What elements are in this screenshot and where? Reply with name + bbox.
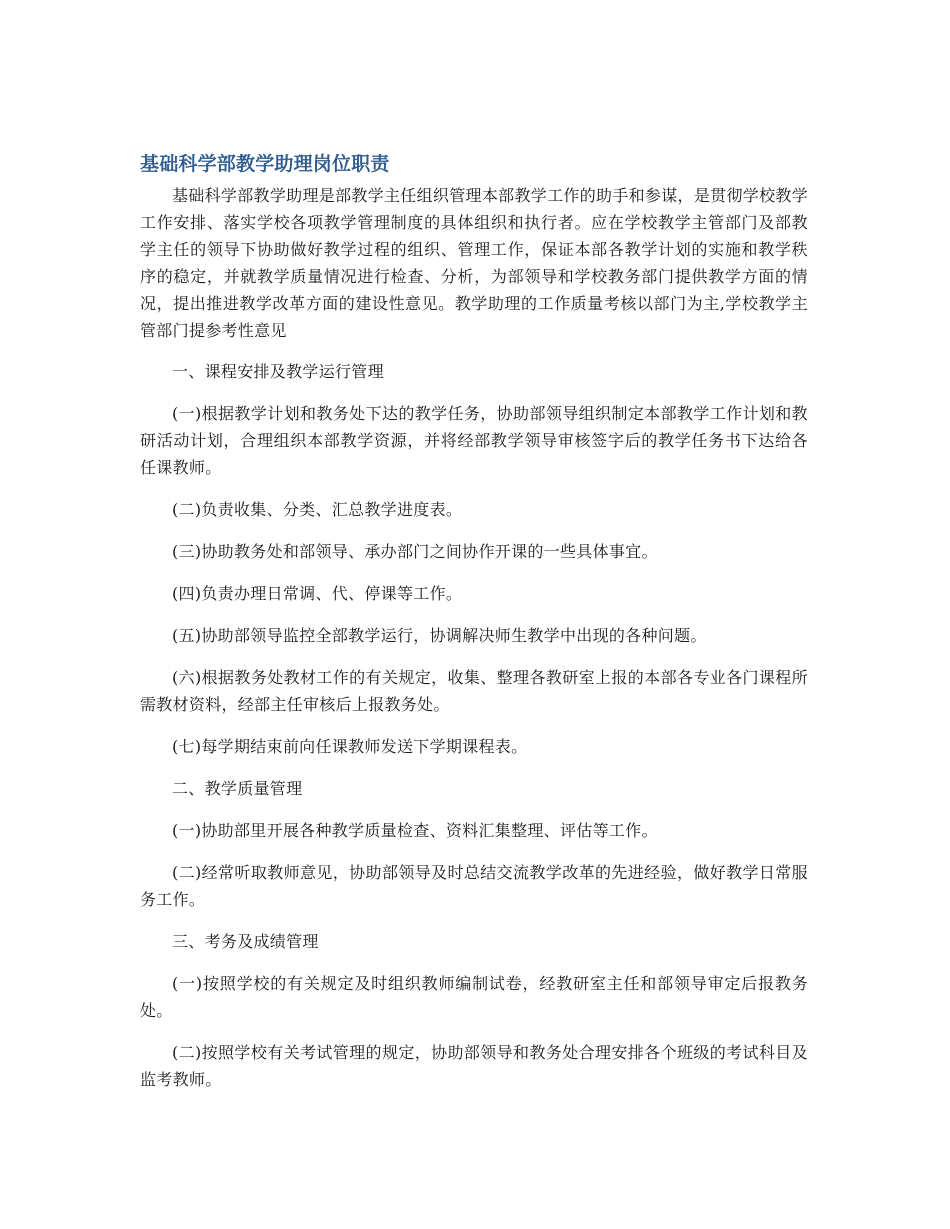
paragraph: (一)协助部里开展各种教学质量检查、资料汇集整理、评估等工作。 [172,821,658,840]
paragraph: (三)协助教务处和部领导、承办部门之间协作开课的一些具体事宜。 [172,542,658,561]
paragraph: (一)根据教学计划和教务处下达的教学任务，协助部领导组织制定本部教学工作计划和教研活动计划，合理组织本部教学资源，并将经部教学领导审核签字后的教学任务书下达给各任课教师。 [140,404,808,477]
section-heading-3: 三、考务及成绩管理 [172,932,319,951]
paragraph: (七)每学期结束前向任课教师发送下学期课程表。 [172,737,528,756]
paragraph: (二)负责收集、分类、汇总教学进度表。 [172,500,463,519]
section-heading-1: 一、课程安排及教学运行管理 [172,362,384,381]
paragraph: (二)经常听取教师意见，协助部领导及时总结交流教学改革的先进经验，做好教学日常服务工作。 [140,863,808,909]
section-heading-2: 二、教学质量管理 [172,779,303,798]
paragraph: (五)协助部领导监控全部教学运行，协调解决师生教学中出现的各种问题。 [172,626,707,645]
paragraph: (二)按照学校有关考试管理的规定，协助部领导和教务处合理安排各个班级的考试科目及监考教师。 [140,1043,808,1089]
paragraph: (六)根据教务处教材工作的有关规定，收集、整理各教研室上报的本部各专业各门课程所需教材资料，经部主任审核后上报教务处。 [140,668,808,714]
paragraph: (四)负责办理日常调、代、停课等工作。 [172,584,463,603]
document-title: 基础科学部教学助理岗位职责 [140,153,390,175]
intro-paragraph: 基础科学部教学助理是部教学主任组织管理本部教学工作的助手和参谋，是贯彻学校教学工作安排、落实学校各项教学管理制度的具体组织和执行者。应在学校教学主管部门及部教学主任的领导下协助做好教学过程的组织、管理工作，保证本部各教学计划的实施和教学秩序的稳定，并就教学质量情况进行检查、分析，为部领导和学校教务部门提供教学方面的情况，提出推进教学改革方面的建设性意见。教学助理的工作质量考核以部门为主,学校教学主管部门提参考性意见 [140,186,808,340]
document-page [140,150,808,1108]
paragraph: (一)按照学校的有关规定及时组织教师编制试卷，经教研室主任和部领导审定后报教务处。 [140,974,808,1020]
